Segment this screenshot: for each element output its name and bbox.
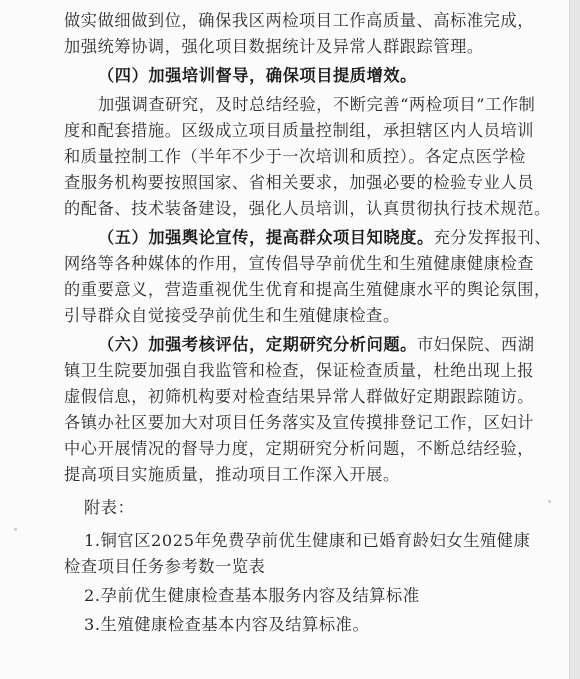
body-line: 镇卫生院要加强自我监管和检查，保证检查质量，杜绝出现上报 (64, 361, 535, 380)
body-line: 网络等各种媒体的作用，宣传倡导孕前优生和生殖健康健康检查 (64, 254, 535, 273)
body-line: 加强统筹协调，强化项目数据统计及异常人群跟踪管理。 (64, 37, 484, 56)
attachment-item-1-cont: 检查项目任务参考数一览表 (64, 557, 266, 576)
attachment-label: 附表： (84, 498, 135, 517)
page-edge (569, 0, 580, 679)
document-body (64, 8, 552, 638)
section-heading-5: （五）加强舆论宣传，提高群众项目知晓度。 (98, 228, 434, 247)
section-6-first-line (64, 332, 534, 358)
body-line: 查服务机构要按照国家、省相关要求，加强必要的检验专业人员 (64, 173, 535, 192)
scan-speck (548, 500, 551, 503)
scan-speck (14, 528, 17, 531)
body-line: 做实做细做到位，确保我区两检项目工作高质量、高标准完成， (64, 11, 535, 30)
attachment-item-1: 1.铜官区2025年免费孕前优生健康和已婚育龄妇女生殖健康 (84, 531, 531, 550)
body-line: 各镇办社区要加大对项目任务落实及宣传摸排登记工作，区妇计 (64, 413, 535, 432)
section-heading-4: （四）加强培训督导，确保项目提质增效。 (98, 66, 417, 85)
body-line: 和质量控制工作（半年不少于一次培训和质控）。各定点医学检 (64, 147, 526, 166)
body-line: 度和配套措施。区级成立项目质量控制组，承担辖区内人员培训 (64, 121, 535, 140)
attachment-item-3: 3.生殖健康检查基本内容及结算标准。 (84, 615, 370, 634)
attachment-item-2: 2.孕前优生健康检查基本服务内容及结算标准 (84, 586, 420, 605)
body-line: 加强调查研究，及时总结经验，不断完善“两检项目”工作制 (98, 95, 536, 114)
section-5-first-line (64, 225, 552, 251)
body-text: 充分发挥报刊、 (433, 228, 552, 247)
body-line: 虚假信息，初筛机构要对检查结果异常人群做好定期跟踪随访。 (64, 387, 535, 406)
body-line: 的配备、技术装备建设，强化人员培训，认真贯彻执行技术规范。 (64, 199, 551, 218)
body-text: 市妇保院、西湖 (416, 335, 535, 354)
body-line: 的重要意义，营造重视优生优育和提高生殖健康水平的舆论氛围， (64, 280, 551, 299)
section-heading-6: （六）加强考核评估，定期研究分析问题。 (98, 335, 417, 354)
body-line: 引导群众自觉接受孕前优生和生殖健康检查。 (64, 306, 400, 325)
body-line: 中心开展情况的督导力度，定期研究分析问题，不断总结经验， (64, 439, 535, 458)
body-line: 提高项目实施质量，推动项目工作深入开展。 (64, 465, 400, 484)
